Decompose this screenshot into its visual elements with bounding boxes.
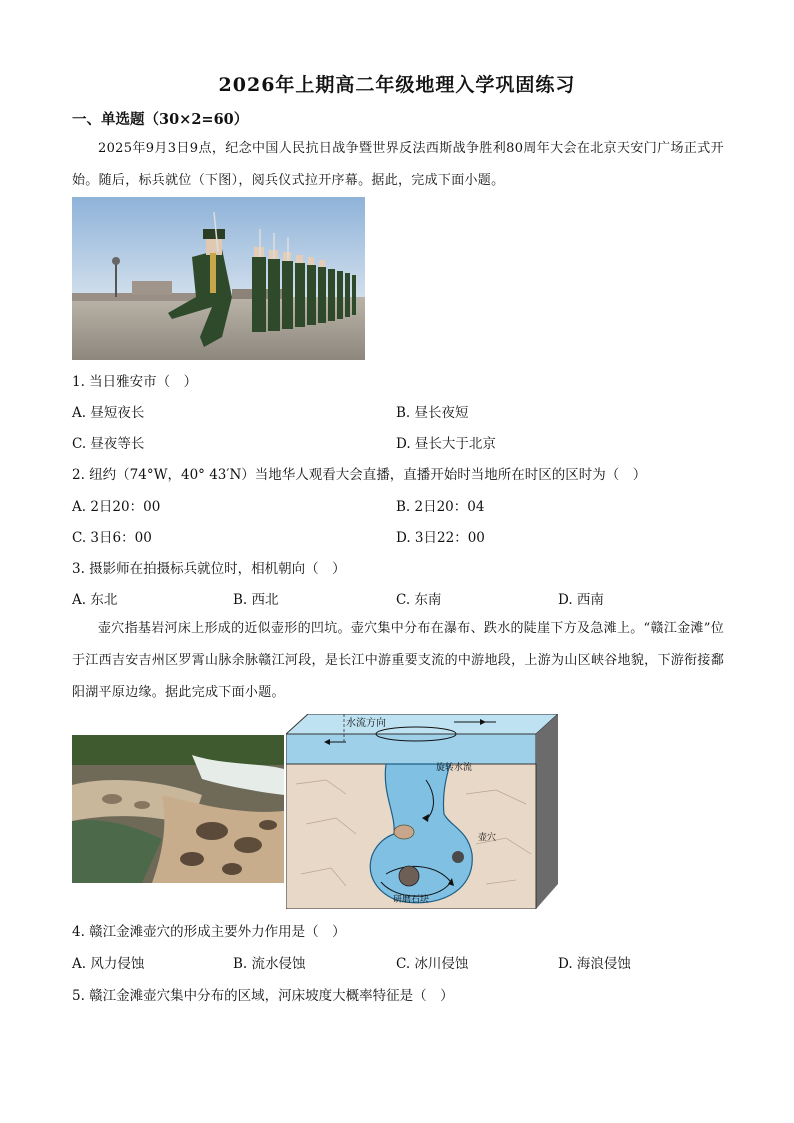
q2-option-d: D. 3日22：00 xyxy=(396,530,485,546)
flow-direction-label: 水流方向 xyxy=(346,718,386,729)
pothole-diagram xyxy=(286,714,558,909)
q2-option-a: A. 2日20：00 xyxy=(72,499,161,515)
question-4: 4. 赣江金滩壶穴的形成主要外力作用是（ ） xyxy=(72,924,346,940)
q4-option-b: B. 流水侵蚀 xyxy=(233,956,306,972)
material-2: 壶穴指基岩河床上形成的近似壶形的凹坑。壶穴集中分布在瀑布、跌水的陡崖下方及急滩上。“赣江金滩”位于江西吉安吉州区罗霄山脉余脉赣江河段，是长江中游重要支流的中游地段，上游为山区峡谷地貌，下游衔接鄱阳湖平原边缘。据此完成下面小题。 xyxy=(72,621,724,700)
q4-option-d: D. 海浪侵蚀 xyxy=(558,956,631,972)
q4-option-a: A. 风力侵蚀 xyxy=(72,956,145,972)
honor-guard-photo xyxy=(72,197,365,360)
q3-option-d: D. 西南 xyxy=(558,592,604,608)
section-heading: 一、单选题（30×2=60） xyxy=(72,111,249,128)
question-5: 5. 赣江金滩壶穴集中分布的区域，河床坡度大概率特征是（ ） xyxy=(72,988,454,1004)
question-3: 3. 摄影师在拍摄标兵就位时，相机朝向（ ） xyxy=(72,561,346,577)
grinding-stone-label: 研磨石块 xyxy=(393,895,430,905)
q4-option-c: C. 冰川侵蚀 xyxy=(396,956,469,972)
q1-option-c: C. 昼夜等长 xyxy=(72,436,145,452)
material-1: 2025年9月3日9点，纪念中国人民抗日战争暨世界反法西斯战争胜利80周年大会在北京天安门广场正式开始。随后，标兵就位（下图），阅兵仪式拉开序幕。据此，完成下面小题。 xyxy=(72,141,724,188)
question-1: 1. 当日雅安市（ ） xyxy=(72,374,198,390)
q2-option-c: C. 3日6：00 xyxy=(72,530,152,546)
q3-option-b: B. 西北 xyxy=(233,592,279,608)
q1-option-b: B. 昼长夜短 xyxy=(396,405,469,421)
q2-option-b: B. 2日20：04 xyxy=(396,499,485,515)
q1-option-a: A. 昼短夜长 xyxy=(72,405,145,421)
pothole-photo xyxy=(72,735,284,883)
q1-option-d: D. 昼长大于北京 xyxy=(396,436,496,452)
rotating-flow-label: 旋转水流 xyxy=(436,763,473,773)
question-2: 2. 纽约（74°W，40° 43′N）当地华人观看大会直播，直播开始时当地所在时区的区时为（ ） xyxy=(72,467,647,483)
q3-option-a: A. 东北 xyxy=(72,592,118,608)
q3-option-c: C. 东南 xyxy=(396,592,442,608)
page-title: 2026年上期高二年级地理入学巩固练习 xyxy=(218,74,576,96)
pothole-label: 壶穴 xyxy=(478,833,497,843)
